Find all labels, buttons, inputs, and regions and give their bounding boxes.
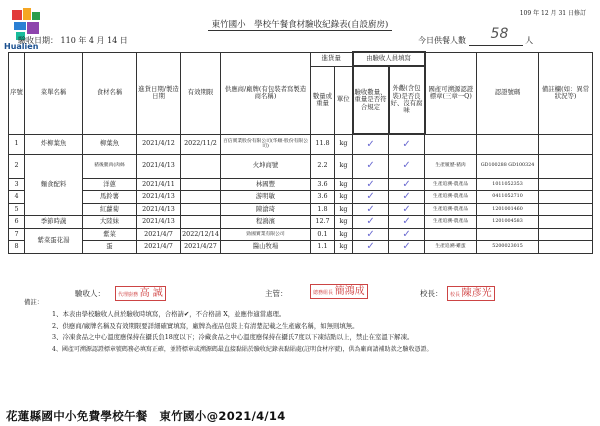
inspection-date [18, 35, 128, 46]
cell-date: 2021/4/7 [137, 241, 181, 254]
check-mark-icon: ✓ [389, 191, 425, 204]
cell-ingredient: 洋蔥 [83, 178, 137, 191]
header-qty: 數量或重量 [311, 66, 335, 134]
cell-qty: 2.2 [311, 154, 335, 178]
table-row [9, 228, 593, 241]
cell-ingredient: 大陸妹 [83, 216, 137, 229]
cell-supplier: 程鴻濱 [221, 216, 311, 229]
cell-qty: 12.7 [311, 216, 335, 229]
cell-qty: 11.8 [311, 134, 335, 154]
inspector-seal-name: 高 誠 [139, 288, 163, 299]
cell-unit: kg [335, 134, 353, 154]
header-expiry: 有效期限 [181, 52, 221, 134]
header-recv-group: 由驗收人員填寫 [353, 52, 425, 66]
manager-seal-title: 總務組長 [313, 290, 334, 296]
cell-cert: 生產追溯-農產品 [425, 191, 477, 204]
cell-seq: 2 [9, 154, 25, 178]
cell-supplier: 游明敏 [221, 191, 311, 204]
ingredient-table [8, 51, 593, 254]
table-row [9, 154, 593, 178]
cell-remark [539, 134, 593, 154]
cell-expiry [181, 191, 221, 204]
cell-cert [425, 228, 477, 241]
notes-label: 備註： [24, 298, 44, 306]
date-value: 110 年 4 月 14 日 [60, 36, 128, 45]
cell-code: 1201001460 [477, 203, 539, 216]
check-mark-icon: ✓ [353, 203, 389, 216]
header-supplier: 供應商/廠牌(有包裝者寫製造商名稱) [221, 52, 311, 134]
header-ingredient: 食材名稱 [83, 52, 137, 134]
cell-expiry [181, 216, 221, 229]
cell-remark [539, 241, 593, 254]
cell-code: 0411052710 [477, 191, 539, 204]
cell-expiry: 2021/4/27 [181, 241, 221, 254]
check-mark-icon: ✓ [353, 216, 389, 229]
cell-seq: 7 [9, 228, 25, 241]
cell-expiry [181, 178, 221, 191]
cell-expiry: 2022/12/14 [181, 228, 221, 241]
cell-cert: 生產追溯-雞蛋 [425, 241, 477, 254]
cell-ingredient: 馬鈴薯 [83, 191, 137, 204]
cell-cert: 生產履歷-豬肉 [425, 154, 477, 178]
cell-supplier: 百信實業股份有限公司(华順-股份有限公司) [221, 134, 311, 154]
cell-dish: 紫菜蛋花湯 [25, 228, 83, 253]
table-row [9, 216, 593, 229]
notes [24, 297, 433, 356]
cell-ingredient: 紫菜 [83, 228, 137, 241]
cell-dish: 炸柳葉魚 [25, 134, 83, 154]
head-count-value: 58 [490, 26, 509, 42]
cell-dish: 季節時蔬 [25, 216, 83, 229]
signature-row [75, 282, 595, 298]
table-row [9, 241, 593, 254]
cell-ingredient: 紅蘿蔔 [83, 203, 137, 216]
cell-remark [539, 216, 593, 229]
cell-remark [539, 228, 593, 241]
header-recv-qty: 驗收數量、重量是否符合規定 [353, 66, 389, 134]
cell-code: 1011052353 [477, 178, 539, 191]
check-mark-icon: ✓ [353, 191, 389, 204]
header-cert: 國產可溯源認證標章(三章一Q) [425, 52, 477, 134]
cell-code [477, 228, 539, 241]
cell-expiry: 2022/11/2 [181, 134, 221, 154]
cell-unit: kg [335, 216, 353, 229]
cell-ingredient: 柳葉魚 [83, 134, 137, 154]
cell-qty: 3.6 [311, 178, 335, 191]
cell-seq: 3 [9, 178, 25, 191]
inspector-seal-title: 代理廚務 [118, 292, 139, 298]
check-mark-icon: ✓ [389, 134, 425, 154]
head-count [418, 26, 534, 46]
cell-unit: kg [335, 241, 353, 254]
cell-seq: 5 [9, 203, 25, 216]
cell-unit: kg [335, 203, 353, 216]
cell-date: 2021/4/13 [137, 203, 181, 216]
cell-unit: kg [335, 154, 353, 178]
header-dish: 菜單名稱 [25, 52, 83, 134]
cell-date: 2021/4/13 [137, 191, 181, 204]
header-seq: 序號 [9, 52, 25, 134]
note-item: 4、國產可溯源認證標章號碼務必填寫正確，並將標章或溯源碼最直接黏貼於驗收紀錄表黏貼處(註明食材序號)，供為廠商請補助款之驗收憑證。 [52, 346, 433, 354]
table-row [9, 178, 593, 191]
date-label: 驗收日期： [18, 36, 58, 45]
header-code: 認證號碼 [477, 52, 539, 134]
header-recv-look: 外觀(含包裝)是否良好、沒有腐味 [389, 66, 425, 134]
cell-unit: kg [335, 178, 353, 191]
note-item: 3、冷凍食品之中心溫度應保持在攝氏負18度以下；冷藏食品之中心溫度應保持在攝氏7度以下凍結點以上，禁止在室溫下解凍。 [52, 333, 414, 342]
cell-ingredient: 蛋 [83, 241, 137, 254]
cell-expiry [181, 154, 221, 178]
check-mark-icon: ✓ [389, 216, 425, 229]
cell-supplier: 火坤商號 [221, 154, 311, 178]
check-mark-icon: ✓ [389, 178, 425, 191]
check-mark-icon: ✓ [353, 241, 389, 254]
manager-label: 主管： [265, 289, 288, 298]
cell-date: 2021/4/13 [137, 154, 181, 178]
header-weight-group: 進貨量 [311, 52, 353, 66]
table-row [9, 134, 593, 154]
header-remark: 備註欄(如：異常狀況等) [539, 52, 593, 134]
check-mark-icon: ✓ [353, 228, 389, 241]
cell-unit: kg [335, 228, 353, 241]
header-date: 進貨日期/製造日期 [137, 52, 181, 134]
cell-remark [539, 191, 593, 204]
cell-supplier: 陳滄琦 [221, 203, 311, 216]
cell-seq: 1 [9, 134, 25, 154]
cell-dish: 麵食配料 [25, 154, 83, 216]
principal-seal [447, 286, 495, 301]
cell-qty: 0.1 [311, 228, 335, 241]
manager-seal-name: 簡鴻成 [334, 286, 365, 297]
cell-seq: 8 [9, 241, 25, 254]
check-mark-icon: ✓ [389, 203, 425, 216]
cell-qty: 1.1 [311, 241, 335, 254]
cell-cert: 生產追溯-農產品 [425, 216, 477, 229]
footer-caption: 花蓮縣國中小免費學校午餐 東竹國小@2021/4/14 [6, 409, 286, 423]
check-mark-icon: ✓ [389, 154, 425, 178]
cell-remark [539, 203, 593, 216]
logo-text: Hualien [4, 42, 39, 51]
cell-supplier: 林國豐 [221, 178, 311, 191]
principal-label: 校長： [420, 289, 443, 298]
cell-ingredient: 豬後腿肉(肉絲 [83, 154, 137, 178]
cell-cert [425, 134, 477, 154]
cell-qty: 1.8 [311, 203, 335, 216]
cell-code: 1201004583 [477, 216, 539, 229]
cell-code: 5200023015 [477, 241, 539, 254]
head-count-unit: 人 [525, 36, 534, 45]
header-unit: 單位 [335, 66, 353, 134]
cell-cert: 生產追溯-農產品 [425, 203, 477, 216]
principal-seal-name: 陳彥光 [461, 288, 492, 299]
cell-code: GD100288 GD100324 [477, 154, 539, 178]
check-mark-icon: ✓ [389, 241, 425, 254]
cell-unit: kg [335, 191, 353, 204]
cell-remark [539, 154, 593, 178]
cell-cert: 生產追溯-農產品 [425, 178, 477, 191]
check-mark-icon: ✓ [353, 178, 389, 191]
head-count-label: 今日供餐人數 [418, 36, 466, 45]
revision-note: 109 年 12 月 31 日修訂 [519, 10, 586, 17]
check-mark-icon: ✓ [389, 228, 425, 241]
cell-seq: 6 [9, 216, 25, 229]
cell-remark [539, 178, 593, 191]
check-mark-icon: ✓ [353, 154, 389, 178]
cell-date: 2021/4/13 [137, 216, 181, 229]
cell-code [477, 134, 539, 154]
page-title [0, 18, 600, 30]
cell-expiry [181, 203, 221, 216]
cell-date: 2021/4/12 [137, 134, 181, 154]
check-mark-icon: ✓ [353, 134, 389, 154]
principal-seal-title: 校長 [450, 292, 461, 298]
cell-date: 2021/4/7 [137, 228, 181, 241]
table-row [9, 191, 593, 204]
cell-supplier: 勁國實業有限公司 [221, 228, 311, 241]
cell-date: 2021/4/11 [137, 178, 181, 191]
cell-seq: 4 [9, 191, 25, 204]
table-row [9, 203, 593, 216]
cell-supplier: 醫山牧場 [221, 241, 311, 254]
cell-qty: 3.6 [311, 191, 335, 204]
note-item: 2、供應商/廠牌名稱及有效期限要詳細確實填寫，廠牌為產品包裝上有清楚記載之生產廠名稱，如無則填無。 [52, 321, 359, 330]
inspector-label: 驗收人： [75, 289, 105, 298]
page-title-text: 東竹國小 學校午餐食材驗收紀錄表(自設廚房) [208, 20, 393, 31]
note-item: 1、本表由學校驗收人員於驗收時填寫，合格請✔，不合格請 X，並應作適當處理。 [52, 309, 286, 318]
